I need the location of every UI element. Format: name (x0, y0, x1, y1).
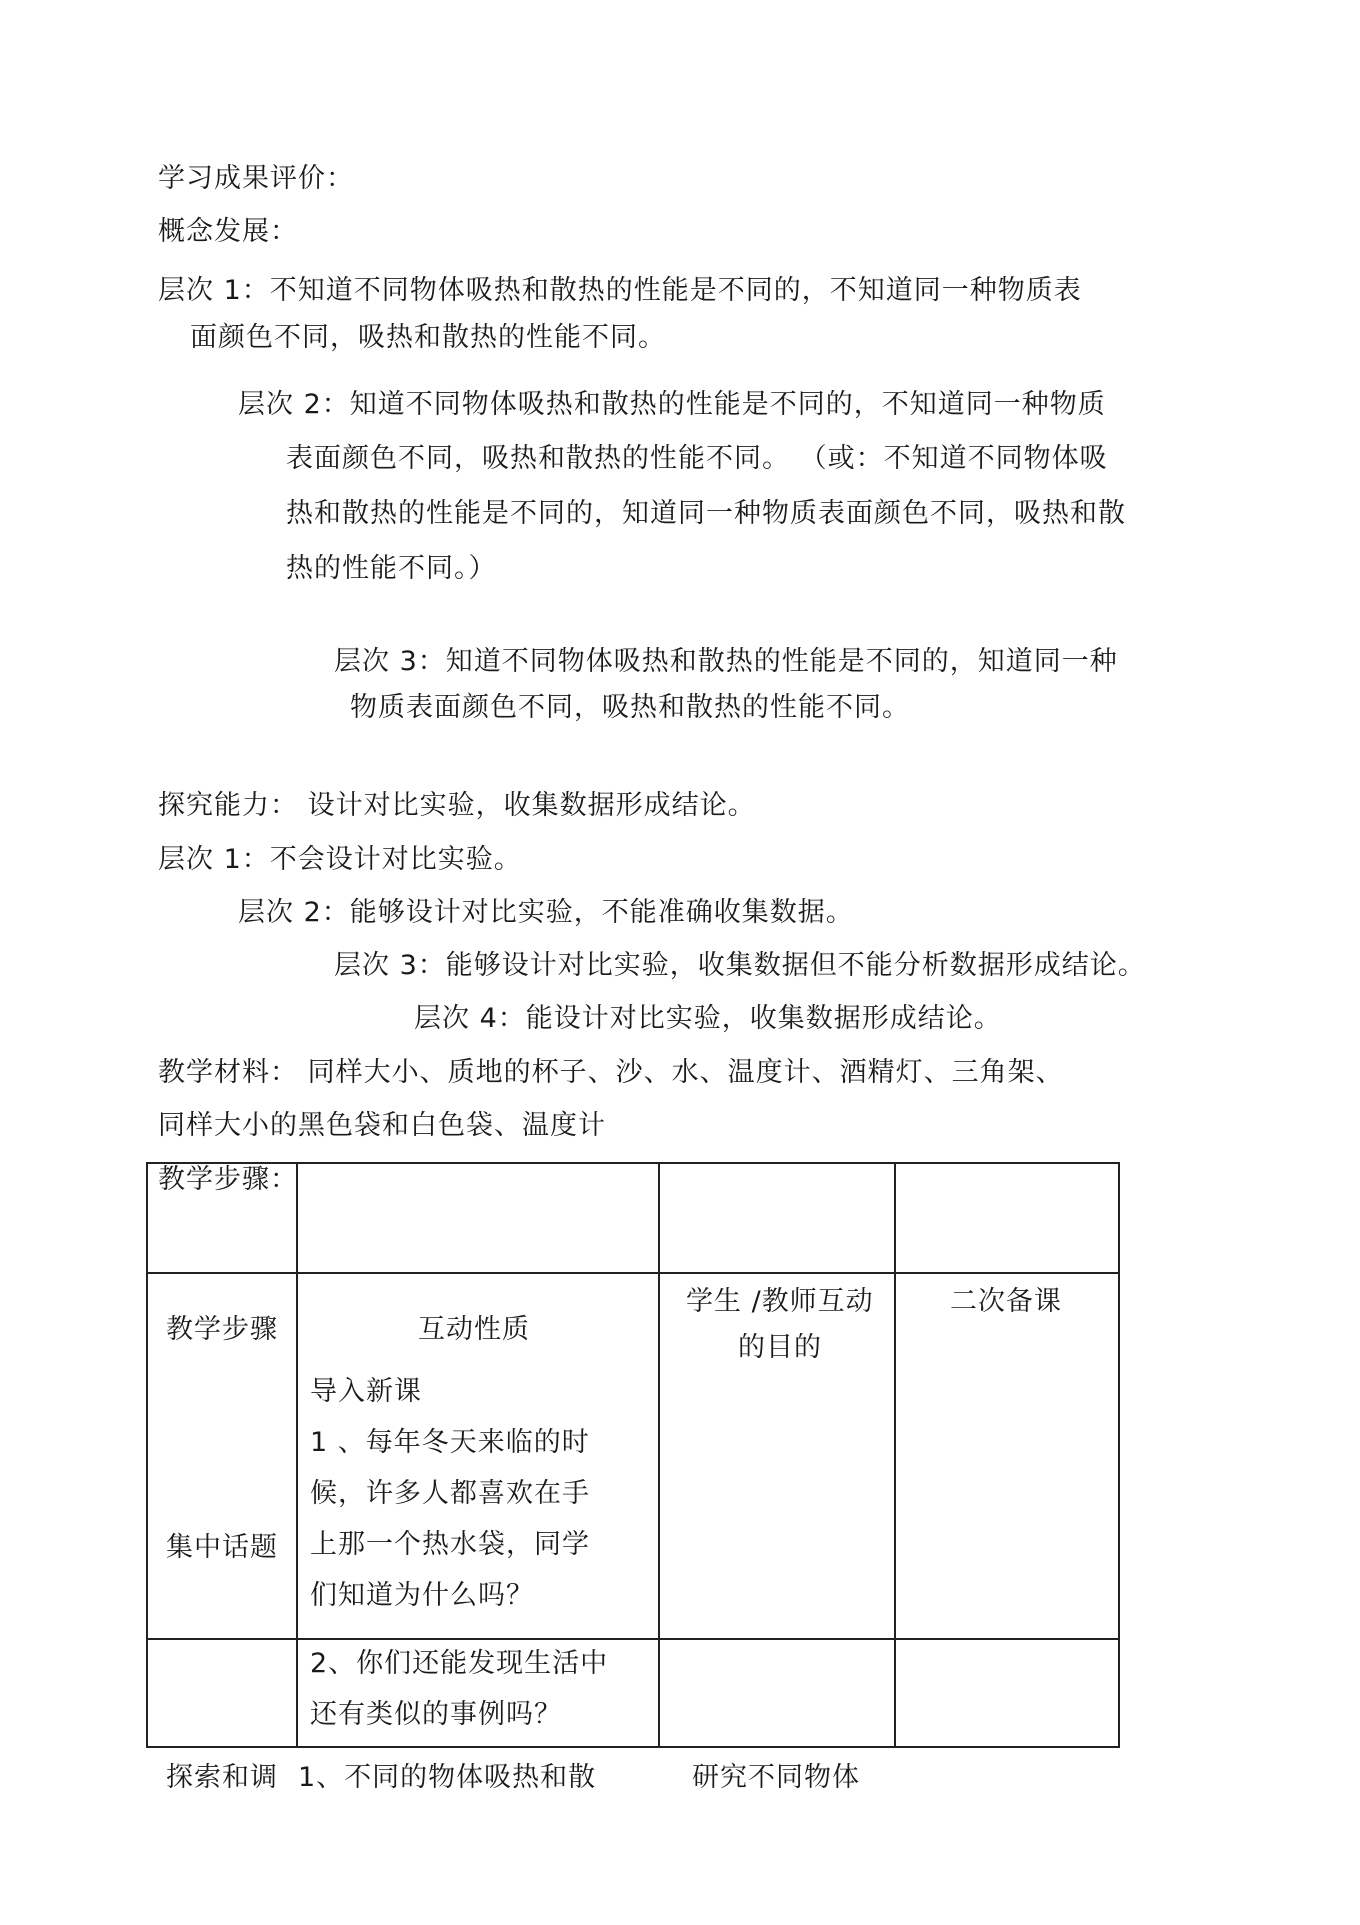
inquiry-level1: 层次 1：不会设计对比实验。 (158, 844, 522, 875)
row3-step: 探索和调 (166, 1762, 278, 1793)
row2-nature-line2: 还有类似的事例吗？ (310, 1699, 562, 1730)
concept-level2-line1: 层次 2：知道不同物体吸热和散热的性能是不同的，不知道同一种物质 (238, 389, 1106, 420)
row2-nature-line1: 2、你们还能发现生活中 (310, 1648, 609, 1679)
table-col-rule-3 (894, 1162, 896, 1748)
table-col-rule-2 (658, 1162, 660, 1748)
header-second: 二次备课 (950, 1286, 1062, 1317)
row1-nature-line5: 们知道为什么吗？ (310, 1580, 534, 1611)
concept-level2-line4: 热的性能不同。） (286, 553, 497, 584)
row1-nature-line3: 候，许多人都喜欢在手 (310, 1478, 590, 1509)
table-rule-row1 (146, 1638, 1120, 1640)
row1-nature-line2: 1 、每年冬天来临的时 (310, 1427, 590, 1458)
concept-level1-line2: 面颜色不同，吸热和散热的性能不同。 (190, 322, 666, 353)
header-purpose-line1: 学生 /教师互动 (686, 1286, 874, 1317)
table-border-bottom (146, 1746, 1120, 1748)
materials-line2: 同样大小的黑色袋和白色袋、温度计 (158, 1110, 606, 1141)
inquiry-level2: 层次 2：能够设计对比实验，不能准确收集数据。 (238, 897, 854, 928)
row3-nature: 1、不同的物体吸热和散 (298, 1762, 597, 1793)
row3-purpose: 研究不同物体 (692, 1762, 860, 1793)
concept-level3-line1: 层次 3：知道不同物体吸热和散热的性能是不同的，知道同一种 (334, 646, 1118, 677)
concept-level1-line1: 层次 1：不知道不同物体吸热和散热的性能是不同的，不知道同一种物质表 (158, 275, 1082, 306)
row1-nature-line4: 上那一个热水袋，同学 (310, 1529, 590, 1560)
table-rule-header (146, 1272, 1120, 1274)
inquiry-level4: 层次 4：能设计对比实验，收集数据形成结论。 (414, 1003, 1002, 1034)
table-col-rule-1 (296, 1162, 298, 1748)
materials-line1: 教学材料： 同样大小、质地的杯子、沙、水、温度计、酒精灯、三角架、 (158, 1057, 1064, 1088)
section-heading: 学习成果评价： (158, 163, 354, 194)
inquiry-level3: 层次 3：能够设计对比实验，收集数据但不能分析数据形成结论。 (334, 950, 1146, 981)
concept-title: 概念发展： (158, 216, 298, 247)
table-border-left (146, 1162, 148, 1748)
concept-level3-line2: 物质表面颜色不同，吸热和散热的性能不同。 (350, 692, 910, 723)
concept-level2-line3: 热和散热的性能是不同的，知道同一种物质表面颜色不同，吸热和散 (286, 498, 1126, 529)
table-border-right (1118, 1162, 1120, 1748)
concept-level2-line2: 表面颜色不同，吸热和散热的性能不同。 （或：不知道不同物体吸 (286, 443, 1108, 474)
header-step: 教学步骤 (166, 1314, 278, 1345)
inquiry-title: 探究能力： 设计对比实验，收集数据形成结论。 (158, 790, 756, 821)
table-caption: 教学步骤： (158, 1164, 298, 1195)
header-purpose-line2: 的目的 (738, 1332, 822, 1363)
header-nature: 互动性质 (418, 1314, 530, 1345)
row1-nature-line1: 导入新课 (310, 1376, 422, 1407)
row1-step: 集中话题 (166, 1532, 278, 1563)
